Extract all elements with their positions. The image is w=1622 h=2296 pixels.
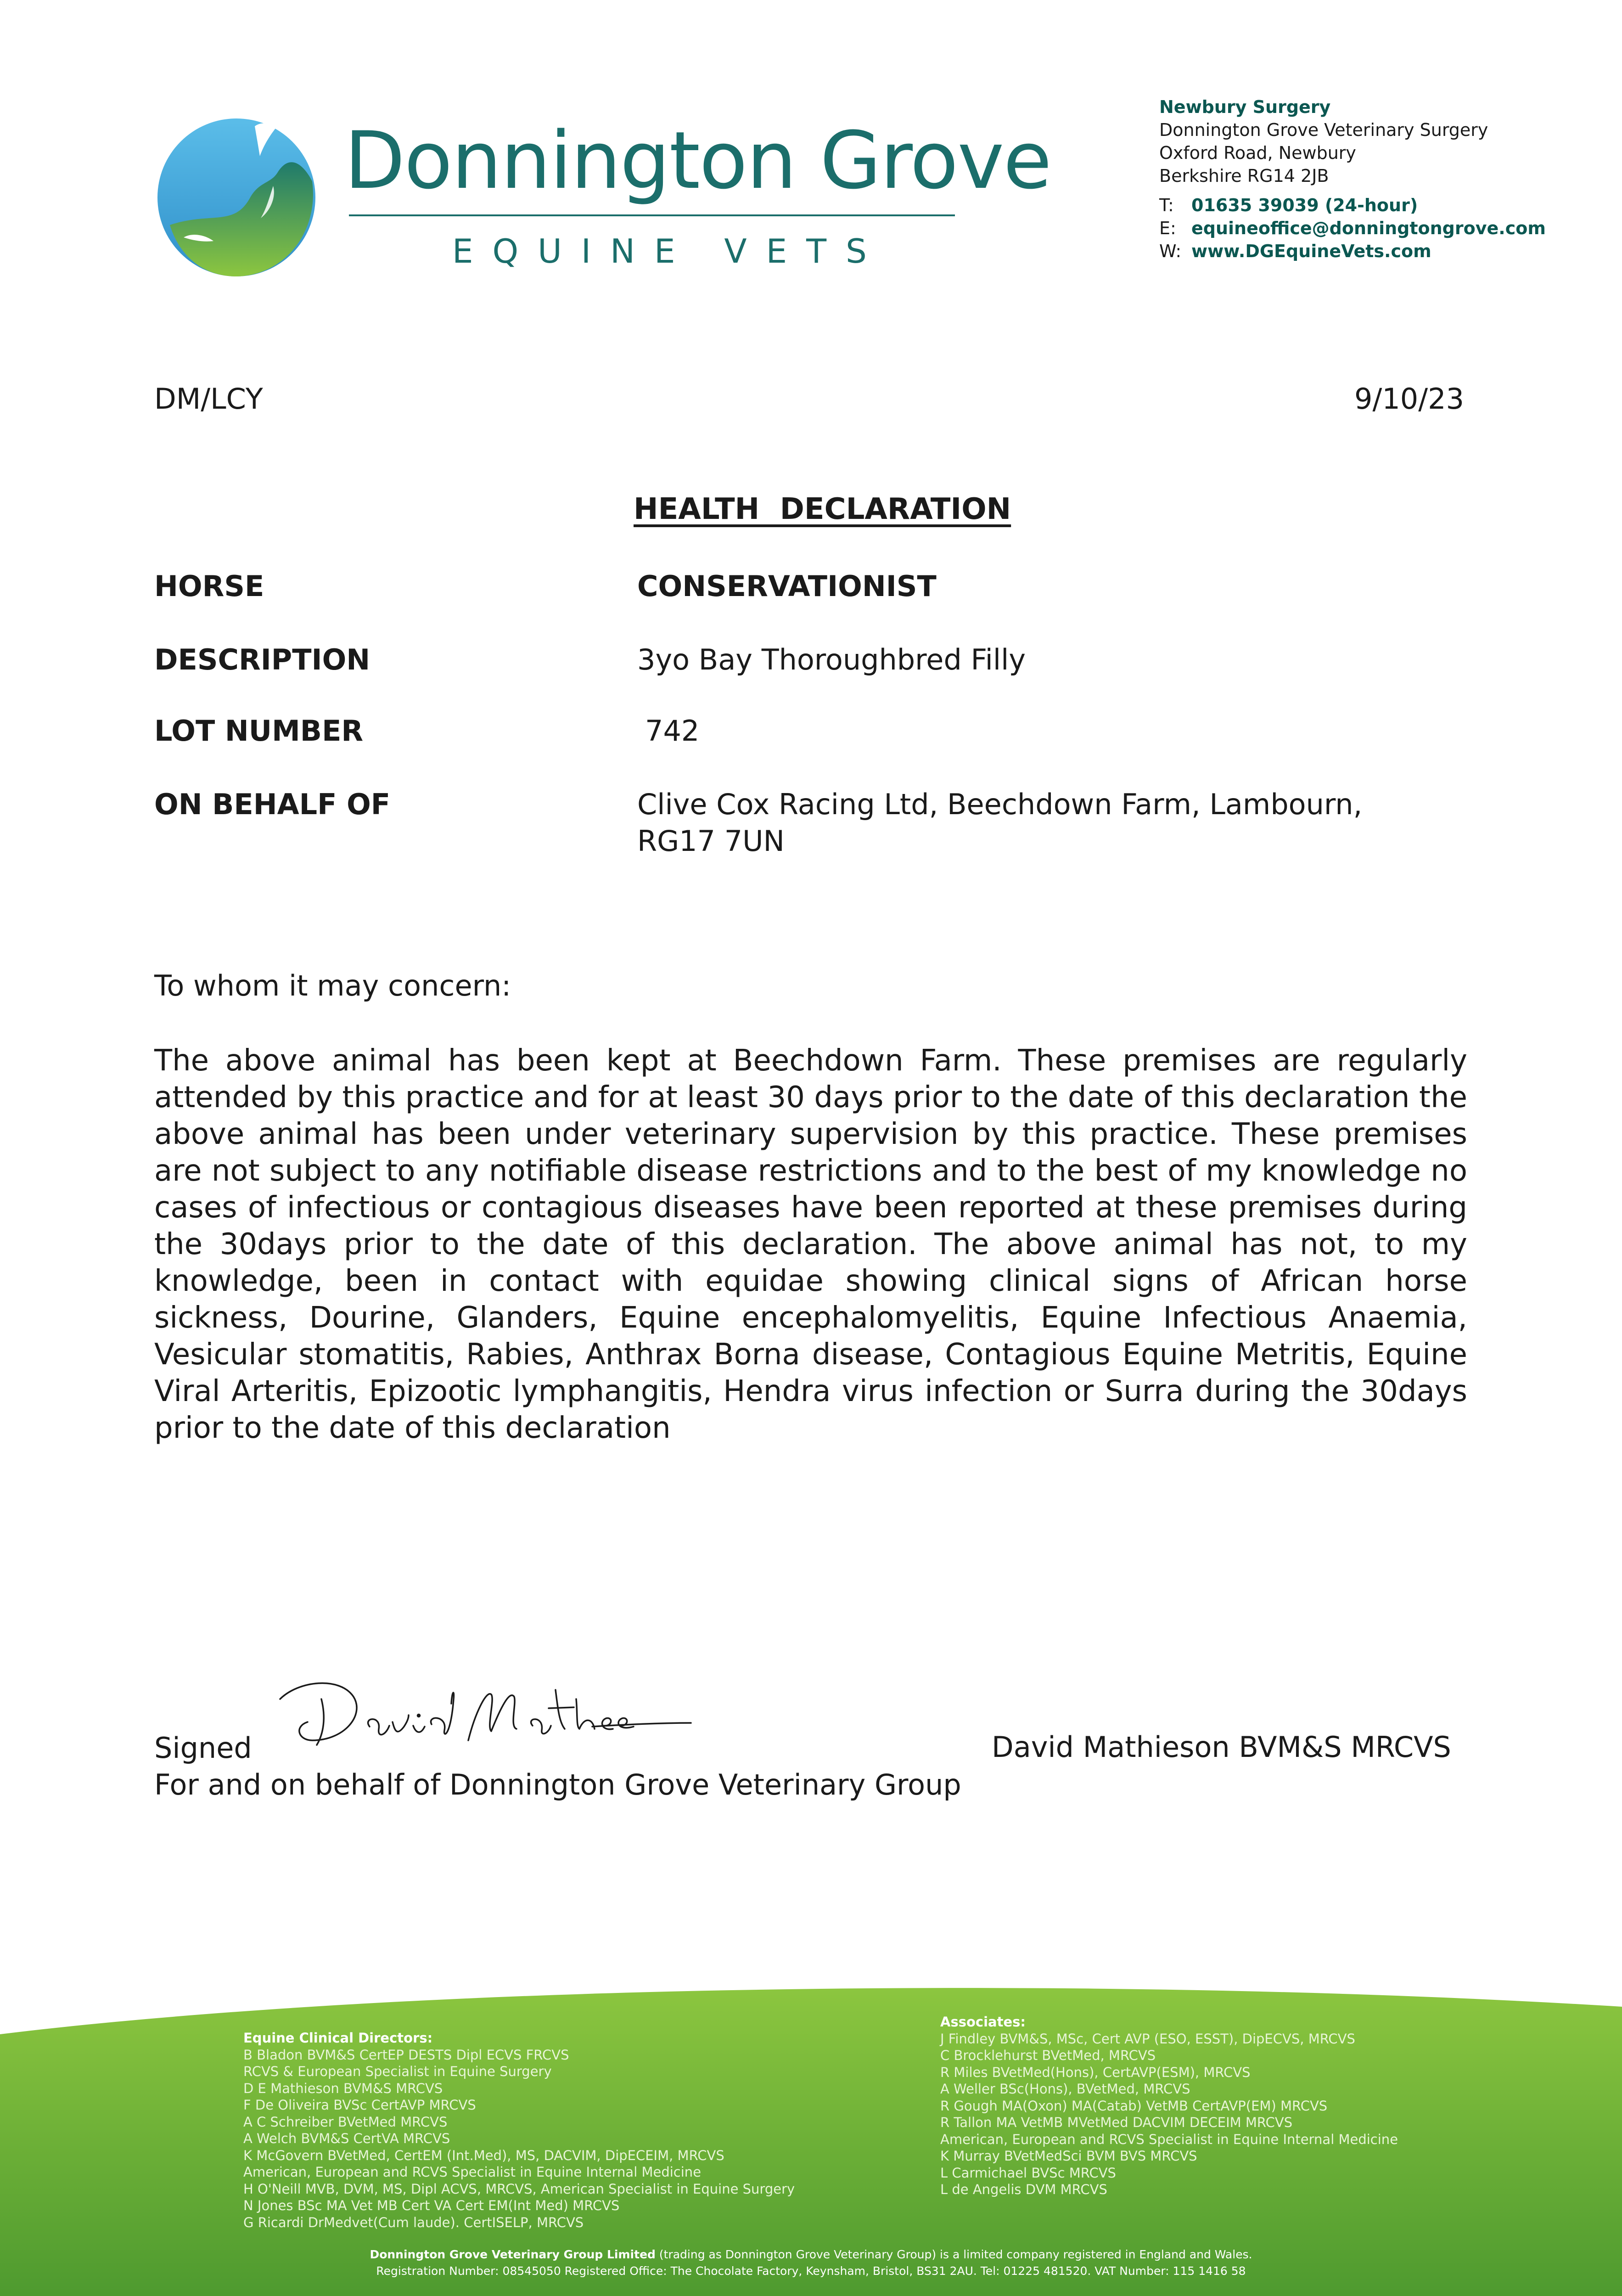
list-item: A Welch BVM&S CertVA MRCVS (243, 2131, 450, 2146)
list-item: R Miles BVetMed(Hons), CertAVP(ESM), MRCVS (940, 2064, 1251, 2080)
donnington-grove-logo-icon (156, 117, 317, 278)
description-label: DESCRIPTION (154, 643, 370, 676)
surgery-name: Newbury Surgery (1159, 97, 1331, 117)
phone-row (1159, 194, 1546, 217)
address-line-3: Berkshire RG14 2JB (1159, 166, 1329, 186)
list-item: K McGovern BVetMed, CertEM (Int.Med), MS, DACVIM, DipECEIM, MRCVS (243, 2147, 724, 2163)
list-item: C Brocklehurst BVetMed, MRCVS (940, 2048, 1156, 2063)
email-label: E: (1159, 218, 1176, 238)
associates-heading: Associates: (940, 2014, 1026, 2030)
horse-label: HORSE (154, 569, 264, 603)
website-label: W: (1159, 241, 1182, 261)
list-item: G Ricardi DrMedvet(Cum laude). CertISELP, MRCVS (243, 2214, 584, 2230)
on-behalf-of-label: ON BEHALF OF (154, 788, 391, 821)
legal-notice (0, 2246, 1622, 2279)
list-item: L de Angelis DVM MRCVS (940, 2182, 1107, 2197)
greeting: To whom it may concern: (154, 969, 511, 1002)
directors-heading: Equine Clinical Directors: (243, 2030, 433, 2046)
lot-number-label: LOT NUMBER (154, 714, 364, 748)
list-item: H O'Neill MVB, DVM, MS, Dipl ACVS, MRCVS, American Specialist in Equine Surgery (243, 2181, 795, 2197)
list-item: N Jones BSc MA Vet MB Cert VA Cert EM(Int Med) MRCVS (243, 2198, 620, 2213)
declaration-paragraph: The above animal has been kept at Beechdown Farm. These premises are regularly attended by this practice and for at least 30 days prior to the date of this declaration the above animal has been under veterinary supervision by this practice. These premises are not subject to any notifiable disease restrictions and to the best of my knowledge no cases of infectious or contagious diseases have been reported at these premises during the 30days prior to the date of this declaration. The above animal has not, to my knowledge, been in contact with equidae showing clinical signs of African horse sickness, Dourine, Glanders, Equine encephalomyelitis, Equine Infectious Anaemia, Vesicular stomatitis, Rabies, Anthrax Borna disease, Contagious Equine Metritis, Equine Viral Arteritis, Epizootic lymphangitis, Hendra virus infection or Surra during the 30days prior to the date of this declaration (154, 1044, 1467, 1445)
list-item: A C Schreiber BVetMed MRCVS (243, 2114, 448, 2130)
list-item: American, European and RCVS Specialist in Equine Internal Medicine (243, 2164, 702, 2180)
phone-label: T: (1159, 195, 1174, 215)
list-item: American, European and RCVS Specialist in Equine Internal Medicine (940, 2131, 1398, 2147)
email-link[interactable]: equineoffice@donningtongrove.com (1191, 218, 1546, 238)
list-item: B Bladon BVM&S CertEP DESTS Dipl ECVS FRCVS (243, 2047, 569, 2063)
on-behalf-of-value-line-2: RG17 7UN (637, 824, 785, 858)
logo-wordmark: Donnington Grove (344, 114, 1051, 207)
list-item: J Findley BVM&S, MSc, Cert AVP (ESO, ESST), DipECVS, MRCVS (940, 2031, 1355, 2047)
website-row (1159, 240, 1546, 263)
legal-line-1-rest: (trading as Donnington Grove Veterinary Group) is a limited company registered in England and Wales. (655, 2248, 1252, 2261)
signed-label: Signed (154, 1731, 252, 1765)
horse-value: CONSERVATIONIST (637, 569, 937, 603)
phone-link[interactable]: 01635 39039 (24-hour) (1191, 195, 1418, 215)
lot-number-value: 742 (645, 714, 700, 748)
list-item: F De Oliveira BVSc CertAVP MRCVS (243, 2097, 476, 2113)
logo-subtitle: EQUINE VETS (452, 232, 886, 270)
contact-block (1159, 96, 1546, 263)
list-item: R Gough MA(Oxon) MA(Catab) VetMB CertAVP(EM) MRCVS (940, 2098, 1328, 2114)
on-behalf-of-value: Clive Cox Racing Ltd, Beechdown Farm, Lambourn, (637, 788, 1363, 821)
address-line-2: Oxford Road, Newbury (1159, 143, 1356, 163)
handwritten-signature (271, 1671, 698, 1763)
list-item: D E Mathieson BVM&S MRCVS (243, 2080, 443, 2096)
associates-list (940, 2014, 1398, 2198)
list-item: R Tallon MA VetMB MVetMed DACVIM DECEIM MRCVS (940, 2115, 1293, 2130)
reference-code: DM/LCY (154, 382, 263, 416)
list-item: K Murray BVetMedSci BVM BVS MRCVS (940, 2148, 1197, 2164)
page-title: HEALTH DECLARATION (634, 492, 1011, 526)
logo-divider (349, 214, 955, 216)
directors-list (243, 2030, 795, 2231)
legal-line-1 (0, 2246, 1622, 2263)
list-item: L Carmichael BVSc MRCVS (940, 2165, 1116, 2181)
description-value: 3yo Bay Thoroughbred Filly (637, 643, 1026, 676)
list-item: A Weller BSc(Hons), BVetMed, MRCVS (940, 2081, 1190, 2097)
signer-name: David Mathieson BVM&S MRCVS (992, 1730, 1451, 1764)
address-line-1: Donnington Grove Veterinary Surgery (1159, 120, 1488, 140)
list-item: RCVS & European Specialist in Equine Surgery (243, 2064, 552, 2079)
email-row (1159, 217, 1546, 240)
legal-line-2: Registration Number: 08545050 Registered Office: The Chocolate Factory, Keynsham, Bristol, BS31 2AU. Tel: 01225 481520. VAT Number: 115 1416 58 (376, 2264, 1246, 2278)
on-behalf-line: For and on behalf of Donnington Grove Veterinary Group (154, 1768, 961, 1801)
document-date: 9/10/23 (1354, 382, 1465, 416)
website-link[interactable]: www.DGEquineVets.com (1191, 241, 1431, 261)
company-name: Donnington Grove Veterinary Group Limited (370, 2248, 656, 2261)
